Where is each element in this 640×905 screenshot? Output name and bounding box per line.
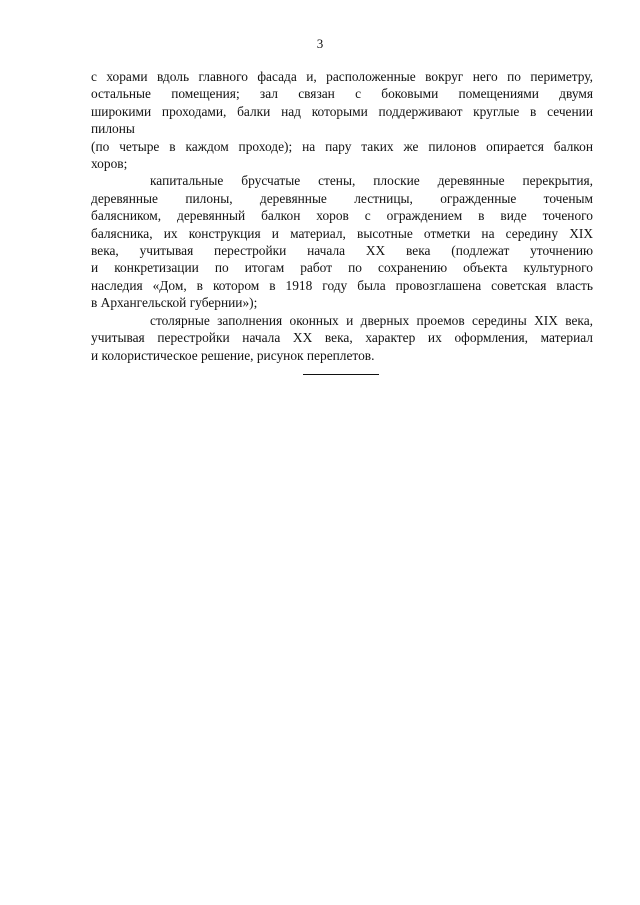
text-line: века, учитывая перестройки начала XX века (подлежат уточнению <box>91 243 593 259</box>
document-body <box>91 68 593 364</box>
text-line: деревянные пилоны, деревянные лестницы, огражденные точеным <box>91 190 593 206</box>
page-number: 3 <box>316 36 324 51</box>
text-line: и колористическое решение, рисунок переплетов. <box>91 347 375 363</box>
text-line: капитальные брусчатые стены, плоские деревянные перекрытия, <box>150 173 593 189</box>
text-line: столярные заполнения оконных и дверных проемов середины XIX века, <box>150 312 593 328</box>
text-line: и конкретизации по итогам работ по сохранению объекта культурного <box>91 260 593 276</box>
text-line: в Архангельской губернии»); <box>91 295 258 311</box>
text-line: с хорами вдоль главного фасада и, расположенные вокруг него по периметру, <box>91 69 593 84</box>
text-line: учитывая перестройки начала XX века, характер их оформления, материал <box>91 330 593 346</box>
text-line: остальные помещения; зал связан с боковыми помещениями двумя <box>91 86 593 102</box>
text-line: (по четыре в каждом проходе); на пару таких же пилонов опирается балкон <box>91 138 593 154</box>
end-of-text-rule <box>303 374 379 375</box>
text-line: пилоны <box>91 121 135 137</box>
text-line: балясника, их конструкция и материал, высотные отметки на середину XIX <box>91 225 593 241</box>
text-line: наследия «Дом, в котором в 1918 году была провозглашена советская власть <box>91 277 593 293</box>
text-line: хоров; <box>91 156 128 172</box>
text-line: широкими проходами, балки над которыми поддерживают круглые в сечении <box>91 103 593 119</box>
text-line: балясником, деревянный балкон хоров с ограждением в виде точеного <box>91 208 593 224</box>
